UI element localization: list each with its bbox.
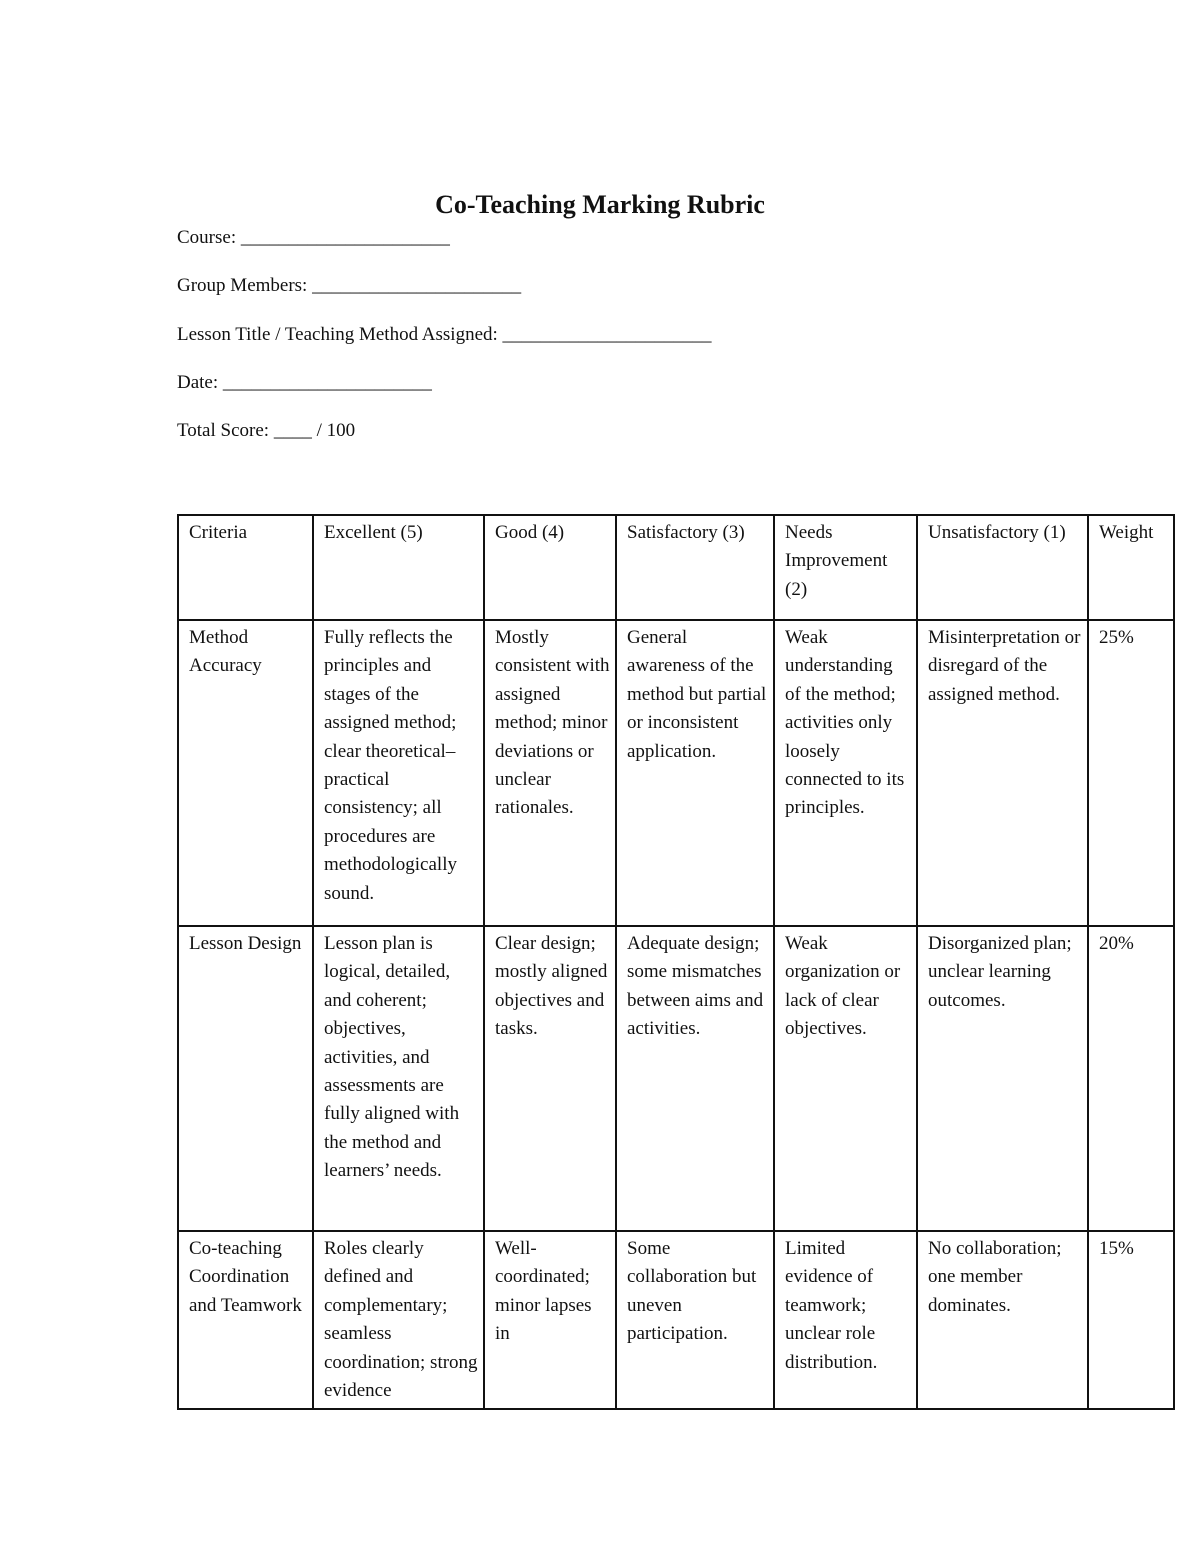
header-needs-improvement: Needs Improvement (2)	[774, 515, 917, 620]
criteria-cell: Lesson Design	[178, 926, 313, 1231]
unsatisfactory-cell: No collaboration; one member dominates.	[917, 1231, 1088, 1409]
document-title: Co-Teaching Marking Rubric	[435, 190, 765, 219]
satisfactory-cell: Some collaboration but uneven participation.	[616, 1231, 774, 1409]
weight-cell: 20%	[1088, 926, 1174, 1231]
header-criteria: Criteria	[178, 515, 313, 620]
course-field	[177, 226, 450, 250]
date-field	[177, 371, 432, 395]
good-cell: Clear design; mostly aligned objectives and tasks.	[484, 926, 616, 1231]
header-excellent: Excellent (5)	[313, 515, 484, 620]
total-score-label: Total Score:	[177, 420, 274, 441]
date-blank[interactable]: ______________________	[222, 372, 432, 393]
group-members-label: Group Members:	[177, 275, 313, 296]
needs-improvement-cell: Limited evidence of teamwork; unclear role distribution.	[774, 1231, 917, 1409]
rubric-table	[177, 514, 1175, 1410]
total-score-field	[177, 419, 355, 443]
weight-cell: 25%	[1088, 620, 1174, 926]
lesson-title-field	[177, 323, 712, 347]
table-row	[178, 620, 1174, 926]
date-label: Date:	[177, 372, 223, 393]
lesson-title-blank[interactable]: ______________________	[502, 324, 712, 345]
excellent-cell: Roles clearly defined and complementary; seamless coordination; strong evidence	[313, 1231, 484, 1409]
satisfactory-cell: Adequate design; some mismatches between aims and activities.	[616, 926, 774, 1231]
group-members-field	[177, 274, 521, 298]
header-weight: Weight	[1088, 515, 1174, 620]
course-label: Course:	[177, 227, 241, 248]
table-row	[178, 926, 1174, 1231]
needs-improvement-cell: Weak understanding of the method; activities only loosely connected to its principles.	[774, 620, 917, 926]
unsatisfactory-cell: Misinterpretation or disregard of the assigned method.	[917, 620, 1088, 926]
header-good: Good (4)	[484, 515, 616, 620]
table-row	[178, 1231, 1174, 1409]
rubric-header-row	[178, 515, 1174, 620]
lesson-title-label: Lesson Title / Teaching Method Assigned:	[177, 324, 503, 345]
good-cell: Mostly consistent with assigned method; minor deviations or unclear rationales.	[484, 620, 616, 926]
unsatisfactory-cell: Disorganized plan; unclear learning outcomes.	[917, 926, 1088, 1231]
header-unsatisfactory: Unsatisfactory (1)	[917, 515, 1088, 620]
course-blank[interactable]: ______________________	[240, 227, 450, 248]
good-cell: Well-coordinated; minor lapses in	[484, 1231, 616, 1409]
total-score-suffix: / 100	[311, 420, 356, 441]
excellent-cell: Lesson plan is logical, detailed, and coherent; objectives, activities, and assessments are fully aligned with the method and learners’ needs.	[313, 926, 484, 1231]
weight-cell: 15%	[1088, 1231, 1174, 1409]
criteria-cell: Method Accuracy	[178, 620, 313, 926]
satisfactory-cell: General awareness of the method but partial or inconsistent application.	[616, 620, 774, 926]
criteria-cell: Co-teaching Coordination and Teamwork	[178, 1231, 313, 1409]
total-score-blank[interactable]: ____	[273, 420, 312, 441]
header-satisfactory: Satisfactory (3)	[616, 515, 774, 620]
excellent-cell: Fully reflects the principles and stages of the assigned method; clear theoretical–practical consistency; all procedures are methodologically sound.	[313, 620, 484, 926]
group-members-blank[interactable]: ______________________	[312, 275, 522, 296]
needs-improvement-cell: Weak organization or lack of clear objectives.	[774, 926, 917, 1231]
